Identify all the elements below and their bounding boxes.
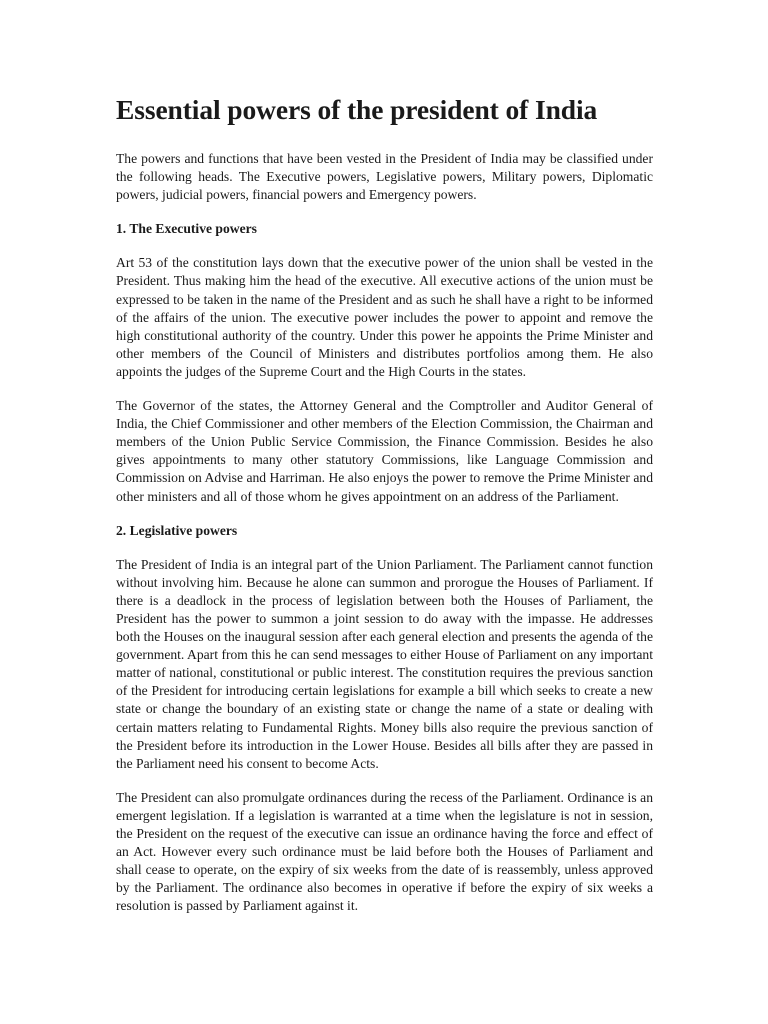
executive-paragraph-1: Art 53 of the constitution lays down that the executive power of the union shall be vested in the President. Thus making him the head of the executive. All executive actions of the union must be expressed to be taken in the name of the President and as such he shall have a right to be informed of the affairs of the union. The executive power includes the power to appoint and remove the high constitutional authority of the country. Under this power he appoints the Prime Minister and other members of the Council of Ministers and distributes portfolios among them. He also appoints the judges of the Supreme Court and the High Courts in the states.	[116, 255, 653, 379]
legislative-paragraph-1: The President of India is an integral part of the Union Parliament. The Parliament cannot function without involving him. Because he alone can summon and prorogue the Houses of Parliament. If there is a deadlock in the process of legislation between both the Houses of Parliament, the President has the power to summon a joint session to do away with the impasse. He addresses both the Houses on the inaugural session after each general election and presents the agenda of the government. Apart from this he can send messages to either House of Parliament on any important matter of national, constitutional or public interest. The constitution requires the previous sanction of the President for introducing certain legislations for example a bill which seeks to create a new state or change the boundary of an existing state or change the name of a state or dealing with certain matters relating to Fundamental Rights. Money bills also require the previous sanction of the President before its introduction in the Lower House. Besides all bills after they are passed in the Parliament need his consent to become Acts.	[116, 556, 653, 771]
section-heading-executive: 1. The Executive powers	[116, 221, 257, 237]
section-heading-legislative: 2. Legislative powers	[116, 522, 238, 538]
legislative-paragraph-2: The President can also promulgate ordinances during the recess of the Parliament. Ordinance is an emergent legislation. If a legislation is warranted at a time when the legislature is not in session, the President on the request of the executive can issue an ordinance having the force and effect of an Act. However every such ordinance must be laid before both the Houses of Parliament and shall cease to operate, on the expiry of six weeks from the date of is reassembly, unless approved by the Parliament. The ordinance also becomes in operative if before the expiry of six weeks a resolution is passed by Parliament against it.	[116, 789, 653, 914]
document-page	[116, 92, 653, 931]
executive-paragraph-2: The Governor of the states, the Attorney General and the Comptroller and Auditor General of India, the Chief Commissioner and other members of the Election Commission, the Chairman and members of the Union Public Service Commission, the Finance Commission. Besides he also gives appointments to many other statutory Commissions, like Language Commission and Commission on Advise and Harriman. He also enjoys the power to remove the Prime Minister and other ministers and all of those whom he gives appointment on an address of the Parliament.	[116, 398, 653, 504]
document-title: Essential powers of the president of India	[116, 94, 598, 125]
intro-paragraph: The powers and functions that have been vested in the President of India may be classified under the following heads. The Executive powers, Legislative powers, Military powers, Diplomatic powers, judicial powers, financial powers and Emergency powers.	[116, 151, 653, 203]
